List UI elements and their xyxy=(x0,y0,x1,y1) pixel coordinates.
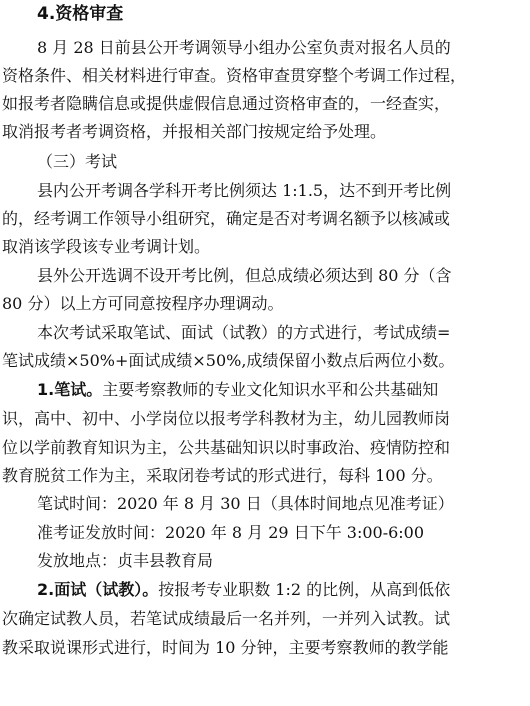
section-heading-qualification-review: 4.资格审查 xyxy=(37,4,124,24)
interview-label: 2.面试（试教）。 xyxy=(37,580,159,599)
subsection-heading-exam: （三）考试 xyxy=(37,152,118,171)
paragraph-line: 笔试成绩×50%+面试成绩×50%,成绩保留小数点后两位小数。 xyxy=(2,351,455,370)
written-exam-label: 1.笔试。 xyxy=(37,380,103,399)
admission-ticket-time: 准考证发放时间：2020 年 8 月 29 日下午 3:00-6:00 xyxy=(37,523,425,542)
paragraph-line: 识，高中、初中、小学岗位以报考学科教材为主，幼儿园教师岗 xyxy=(2,409,451,428)
paragraph-line: 教育脱贫工作为主，采取闭卷考试的形式进行，每科 100 分。 xyxy=(2,466,443,485)
written-exam-time: 笔试时间：2020 年 8 月 30 日（具体时间地点见准考证） xyxy=(37,494,454,513)
paragraph-line: 取消报考者考调资格，并报相关部门按规定给予处理。 xyxy=(2,122,387,141)
written-exam-text: 主要考察教师的专业文化知识水平和公共基础知 xyxy=(102,380,439,399)
paragraph-line: 如报考者隐瞒信息或提供虚假信息通过资格审查的，一经查实， xyxy=(2,94,451,113)
distribution-location: 发放地点：贞丰县教育局 xyxy=(37,551,214,570)
paragraph-line-interview xyxy=(37,576,530,604)
paragraph-line: 取消该学段该专业考调计划。 xyxy=(2,237,211,256)
paragraph-line: 的，经考调工作领导小组研究，确定是否对考调名额予以核减或 xyxy=(2,209,451,228)
paragraph-line: 县外公开选调不设开考比例，但总成绩必须达到 80 分（含 xyxy=(37,266,452,285)
paragraph-line: 80 分）以上方可同意按程序办理调动。 xyxy=(2,294,284,313)
paragraph-line: 县内公开考调各学科开考比例须达 1:1.5，达不到开考比例 xyxy=(37,181,452,200)
paragraph-line: 教采取说课形式进行，时间为 10 分钟，主要考察教师的教学能 xyxy=(2,638,449,657)
paragraph-line: 本次考试采取笔试、面试（试教）的方式进行，考试成绩= xyxy=(37,323,451,342)
paragraph-line: 8 月 28 日前县公开考调领导小组办公室负责对报名人员的 xyxy=(37,38,451,57)
paragraph-line: 次确定试教人员，若笔试成绩最后一名并列，一并列入试教。试 xyxy=(2,609,451,628)
paragraph-line: 资格条件、相关材料进行审查。资格审查贯穿整个考调工作过程， xyxy=(2,66,467,85)
interview-text: 按报考专业职数 1:2 的比例，从高到低依 xyxy=(158,580,451,599)
paragraph-line: 位以学前教育知识为主，公共基础知识以时事政治、疫情防控和 xyxy=(2,438,451,457)
paragraph-line-written-exam xyxy=(37,376,530,404)
